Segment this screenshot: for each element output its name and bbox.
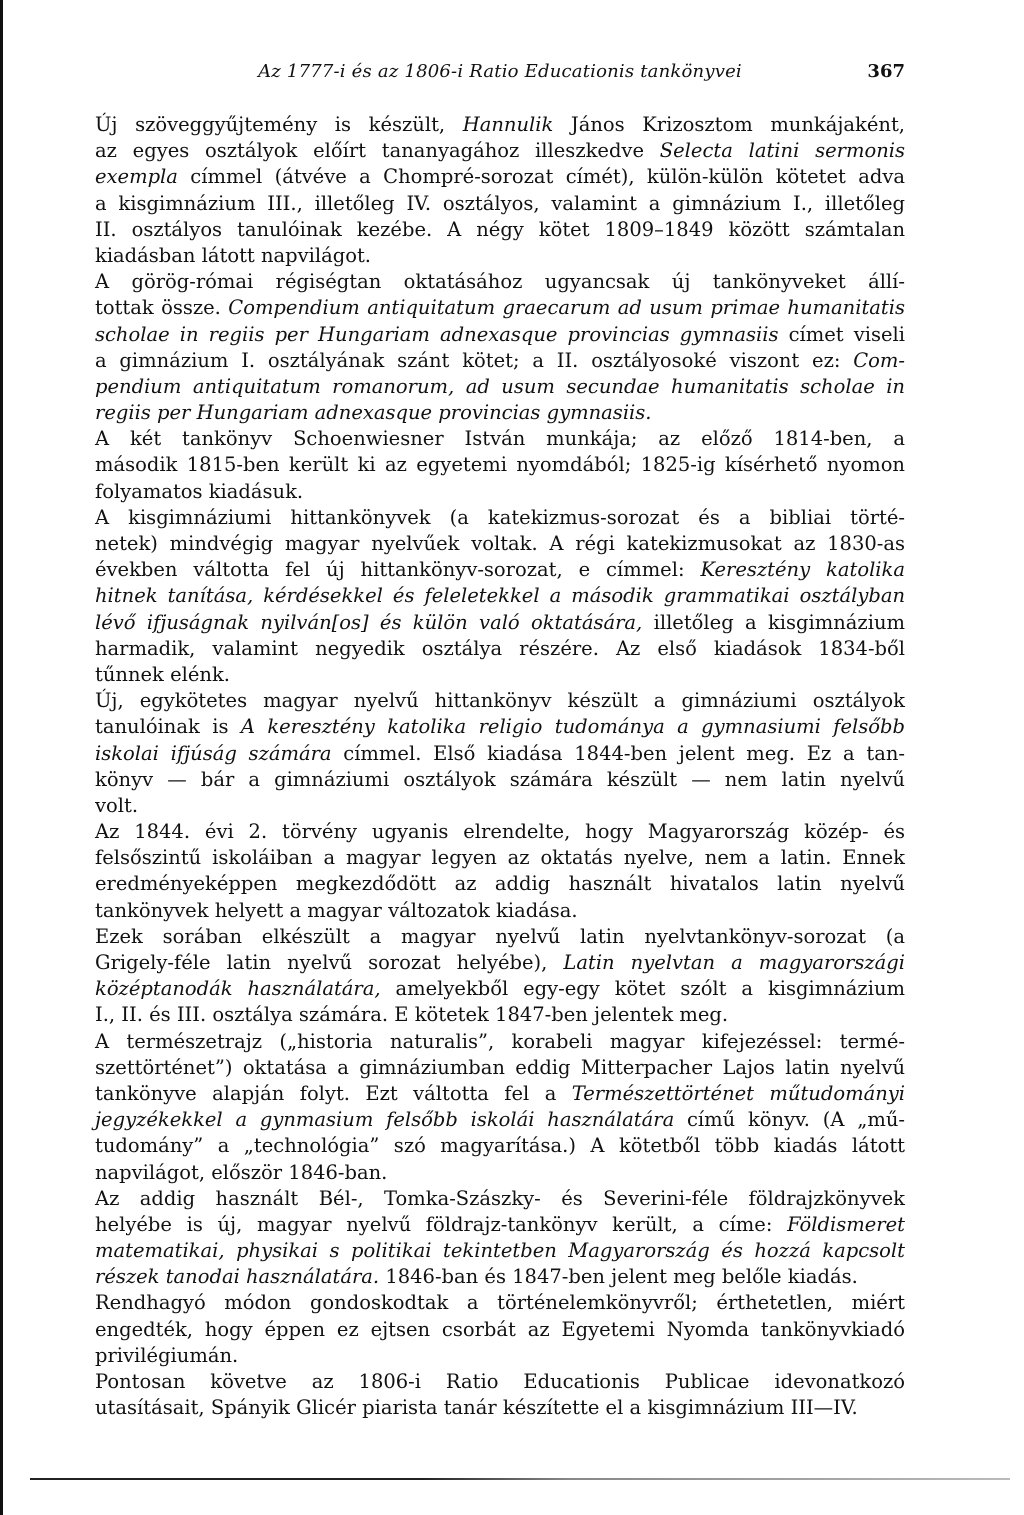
- text-line: [95, 741, 905, 767]
- text-line: [95, 1317, 905, 1343]
- text-line: [95, 1395, 905, 1421]
- text-line: [95, 793, 905, 819]
- body-text: [95, 112, 905, 1421]
- text-line: [95, 662, 905, 688]
- left-margin-rule: [0, 0, 3, 1515]
- italic-title-text: középtanodák használatára,: [95, 977, 381, 1001]
- text-span: címmel. Első kiadása 1844-ben jelent meg. Ez a tan-: [331, 741, 905, 765]
- italic-title-text: Compendium antiquitatum graecarum ad usum primae humanitatis: [228, 296, 905, 320]
- italic-title-text: Com-: [853, 348, 905, 372]
- text-span: Rendhagyó módon gondoskodtak a történelemkönyvről; érthetetlen, miért: [95, 1291, 905, 1315]
- paragraph-first-line: [95, 924, 905, 950]
- italic-title-text: exempla: [95, 165, 178, 189]
- text-line: [95, 217, 905, 243]
- text-line: [95, 1133, 905, 1159]
- text-span: tanulóinak is: [95, 715, 241, 739]
- bottom-rule: [30, 1478, 1010, 1480]
- text-span: felsőszintű iskoláiban a magyar legyen az oktatás nyelve, nem a latin. Ennek: [95, 846, 905, 870]
- italic-title-text: matematikai, physikai s politikai tekintetben Magyarország és hozzá kapcsolt: [95, 1239, 905, 1263]
- text-line: [95, 1238, 905, 1264]
- text-span: netek) mindvégig magyar nyelvűek voltak. A régi katekizmusokat az 1830-as: [95, 532, 905, 555]
- text-line: [95, 871, 905, 897]
- text-line: [95, 1160, 905, 1186]
- italic-title-text: regiis per Hungariam adnexasque provincias gymnasiis.: [95, 401, 652, 425]
- text-line: [95, 1055, 905, 1081]
- text-span: második 1815-ben került ki az egyetemi nyomdából; 1825-ig kísérhető nyomon: [95, 453, 905, 477]
- italic-title-text: Keresztény katolika: [700, 558, 905, 582]
- text-line: [95, 452, 905, 478]
- text-line: [95, 1081, 905, 1107]
- italic-title-text: Természettörténet műtudományi: [571, 1081, 906, 1105]
- text-span: helyébe is új, magyar nyelvű földrajz-tankönyv került, a címe:: [95, 1212, 788, 1236]
- text-span: években váltotta fel új hittankönyv-sorozat, e címmel:: [95, 558, 701, 582]
- text-span: illetőleg a kisgimnázium: [642, 610, 905, 634]
- text-line: [95, 138, 905, 164]
- text-line: [95, 1002, 905, 1028]
- paragraph-first-line: [95, 112, 905, 138]
- text-span: tankönyvek helyett a magyar változatok kiadása.: [95, 898, 578, 922]
- italic-title-text: Selecta latini sermonis: [659, 139, 905, 163]
- paragraph-first-line: [95, 505, 905, 531]
- paragraph-first-line: [95, 1369, 905, 1395]
- text-span: címet viseli: [778, 322, 905, 346]
- text-line: [95, 1264, 905, 1290]
- text-span: szettörténet”) oktatása a gimnáziumban eddig Mitterpacher Lajos latin nyelvű: [95, 1055, 905, 1079]
- text-line: [95, 950, 905, 976]
- text-span: Az addig használt Bél-, Tomka-Szászky- és Severini-féle földrajzkönyvek: [95, 1186, 905, 1210]
- text-span: a kisgimnázium III., illetőleg IV. osztályos, valamint a gimnázium I., illetőleg: [95, 191, 905, 215]
- paragraph-first-line: [95, 688, 905, 714]
- text-line: [95, 898, 905, 924]
- italic-title-text: hitnek tanítása, kérdésekkel és feleletekkel a második grammatikai osztályban: [95, 584, 905, 608]
- paragraph-first-line: [95, 269, 905, 295]
- italic-title-text: jegyzékekkel a gynmasium felsőbb iskolái használatára: [95, 1108, 675, 1132]
- text-span: Pontosan követve az 1806-i Ratio Educationis Publicae idevonatkozó: [95, 1370, 905, 1393]
- paragraph-first-line: [95, 426, 905, 452]
- text-span: folyamatos kiadásuk.: [95, 479, 304, 503]
- text-span: harmadik, valamint negyedik osztálya részére. Az első kiadások 1834-ből: [95, 636, 905, 660]
- italic-title-text: pendium antiquitatum romanorum, ad usum secundae humanitatis scholae in: [95, 374, 905, 398]
- text-span: a gimnázium I. osztályának szánt kötet; a II. osztályosoké viszont ez:: [95, 348, 854, 372]
- text-span: II. osztályos tanulóinak kezébe. A négy kötet 1809–1849 között számtalan: [95, 217, 905, 241]
- text-span: kiadásban látott napvilágot.: [95, 243, 372, 267]
- text-line: [95, 191, 905, 217]
- text-line: [95, 1107, 905, 1133]
- text-line: [95, 767, 905, 793]
- text-span: címmel (átvéve a Chompré-sorozat címét), külön-külön kötetet adva: [177, 165, 905, 189]
- text-span: A két tankönyv Schoenwiesner István munkája; az előző 1814-ben, a: [95, 427, 905, 451]
- text-span: tankönyve alapján folyt. Ezt váltotta fel a: [95, 1081, 572, 1105]
- text-line: [95, 1212, 905, 1238]
- italic-title-text: Hannulik: [462, 113, 554, 136]
- text-span: Új szöveggyűjtemény is készült,: [95, 113, 463, 136]
- text-span: 1846-ban és 1847-ben jelent meg belőle kiadás.: [379, 1265, 858, 1289]
- text-line: [95, 400, 905, 426]
- text-span: Grigely-féle latin nyelvű sorozat helyébe),: [95, 951, 564, 974]
- text-span: Az 1844. évi 2. törvény ugyanis elrendelte, hogy Magyarország közép- és: [95, 820, 905, 844]
- paragraph-first-line: [95, 1186, 905, 1212]
- running-head-title: Az 1777-i és az 1806-i Ratio Educationis tankönyvei: [258, 61, 742, 82]
- text-line: [95, 636, 905, 662]
- text-line: [95, 1343, 905, 1369]
- italic-title-text: részek tanodai használatára.: [95, 1265, 380, 1289]
- text-span: utasításait, Spányik Glicér piarista tanár készítette el a kisgimnázium III—IV.: [95, 1396, 858, 1420]
- text-span: I., II. és III. osztálya számára. E kötetek 1847-ben jelentek meg.: [95, 1003, 729, 1027]
- text-line: [95, 243, 905, 269]
- text-span: könyv — bár a gimnáziumi osztályok számára készült — nem latin nyelvű: [95, 767, 905, 791]
- text-span: A görög-római régiségtan oktatásához ugyancsak új tankönyveket állí-: [95, 270, 905, 294]
- text-line: [95, 322, 905, 348]
- text-span: volt.: [95, 793, 139, 817]
- text-span: Ezek sorában elkészült a magyar nyelvű latin nyelvtankönyv-sorozat (a: [95, 924, 905, 948]
- text-span: A kisgimnáziumi hittankönyvek (a katekizmus-sorozat és a bibliai törté-: [95, 505, 905, 529]
- text-line: [95, 374, 905, 400]
- text-span: tudomány” a „technológia” szó magyarítása.) A kötetből több kiadás látott: [95, 1134, 905, 1158]
- text-span: privilégiumán.: [95, 1343, 239, 1367]
- text-line: [95, 610, 905, 636]
- text-line: [95, 583, 905, 609]
- text-span: napvilágot, először 1846-ban.: [95, 1160, 388, 1184]
- text-span: A természetrajz („historia naturalis”, korabeli magyar kifejezéssel: termé-: [95, 1029, 905, 1053]
- text-span: az egyes osztályok előírt tananyagához illeszkedve: [95, 139, 660, 163]
- text-span: tűnnek elénk.: [95, 662, 230, 686]
- text-span: engedték, hogy éppen ez ejtsen csorbát az Egyetemi Nyomda tankönyvkiadó: [95, 1317, 905, 1341]
- text-span: Új, egykötetes magyar nyelvű hittankönyv készült a gimnáziumi osztályok: [95, 689, 905, 713]
- page-number: 367: [867, 61, 905, 82]
- italic-title-text: scholae in regiis per Hungariam adnexasque provincias gymnasiis: [95, 322, 779, 346]
- text-span: amelyekből egy-egy kötet szólt a kisgimnázium: [380, 977, 905, 1001]
- italic-title-text: iskolai ifjúság számára: [95, 741, 332, 765]
- paragraph-first-line: [95, 1029, 905, 1055]
- paragraph-first-line: [95, 1290, 905, 1316]
- text-line: [95, 531, 905, 557]
- text-span: tottak össze.: [95, 296, 229, 320]
- text-line: [95, 845, 905, 871]
- text-line: [95, 479, 905, 505]
- running-header: [95, 61, 905, 91]
- text-line: [95, 348, 905, 374]
- text-line: [95, 557, 905, 583]
- italic-title-text: lévő ifjuságnak nyilván[os] és külön való oktatására,: [95, 610, 643, 634]
- text-span: eredményeképpen megkezdődött az addig használt hivatalos latin nyelvű: [95, 872, 905, 896]
- text-line: [95, 295, 905, 321]
- text-line: [95, 976, 905, 1002]
- text-line: [95, 164, 905, 190]
- paragraph-first-line: [95, 819, 905, 845]
- text-line: [95, 714, 905, 740]
- text-span: János Krizosztom munkájaként,: [553, 113, 905, 136]
- italic-title-text: A keresztény katolika religio tudománya a gymnasiumi felsőbb: [240, 715, 906, 739]
- text-span: című könyv. (A „mű-: [674, 1108, 906, 1132]
- italic-title-text: Földismeret: [787, 1212, 905, 1236]
- italic-title-text: Latin nyelvtan a magyarországi: [563, 951, 905, 974]
